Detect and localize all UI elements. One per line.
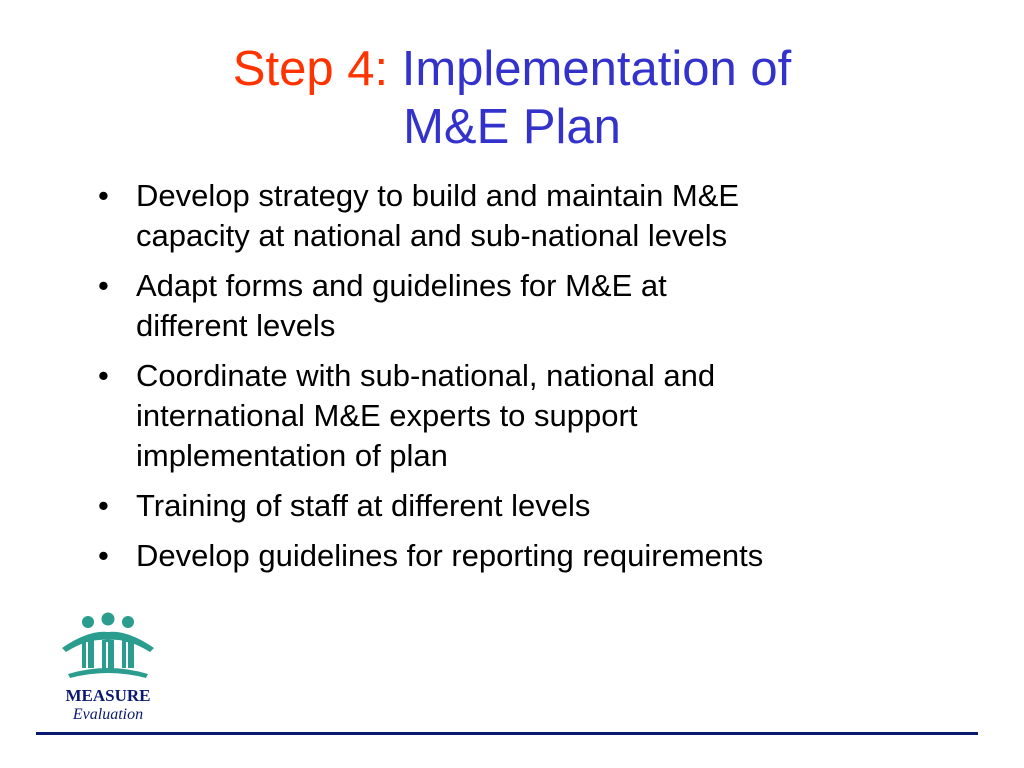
bullet-item — [98, 176, 988, 256]
bullet-icon: • — [98, 178, 109, 213]
bullet-line: different levels — [136, 308, 336, 343]
logo-brand: MEASURE — [65, 686, 151, 705]
bullet-icon: • — [98, 488, 109, 523]
title-line1: Implementation of — [401, 42, 792, 96]
bullet-line: international M&E experts to support — [136, 398, 638, 433]
measure-evaluation-logo — [46, 612, 170, 734]
footer-rule — [36, 732, 978, 735]
bullet-line: implementation of plan — [136, 438, 448, 473]
bullet-line: capacity at national and sub-national levels — [136, 218, 728, 253]
bullet-line: Develop strategy to build and maintain M&E — [136, 178, 740, 213]
slide-title — [0, 40, 1024, 156]
bullet-item — [98, 356, 988, 476]
bullet-line: Adapt forms and guidelines for M&E at — [136, 268, 667, 303]
bullet-item — [98, 486, 988, 526]
bullet-icon: • — [98, 268, 109, 303]
people-figures-icon — [58, 612, 158, 684]
bullet-icon: • — [98, 538, 109, 573]
bullet-item — [98, 536, 988, 576]
bullet-icon: • — [98, 358, 109, 393]
title-step: Step 4: — [232, 42, 389, 96]
bullet-list — [98, 176, 988, 586]
bullet-line: Develop guidelines for reporting requirements — [136, 538, 764, 573]
logo-sub: Evaluation — [72, 706, 144, 723]
bullet-item — [98, 266, 988, 346]
title-line2: M&E Plan — [403, 100, 621, 154]
bullet-line: Training of staff at different levels — [136, 488, 591, 523]
bullet-line: Coordinate with sub-national, national and — [136, 358, 716, 393]
